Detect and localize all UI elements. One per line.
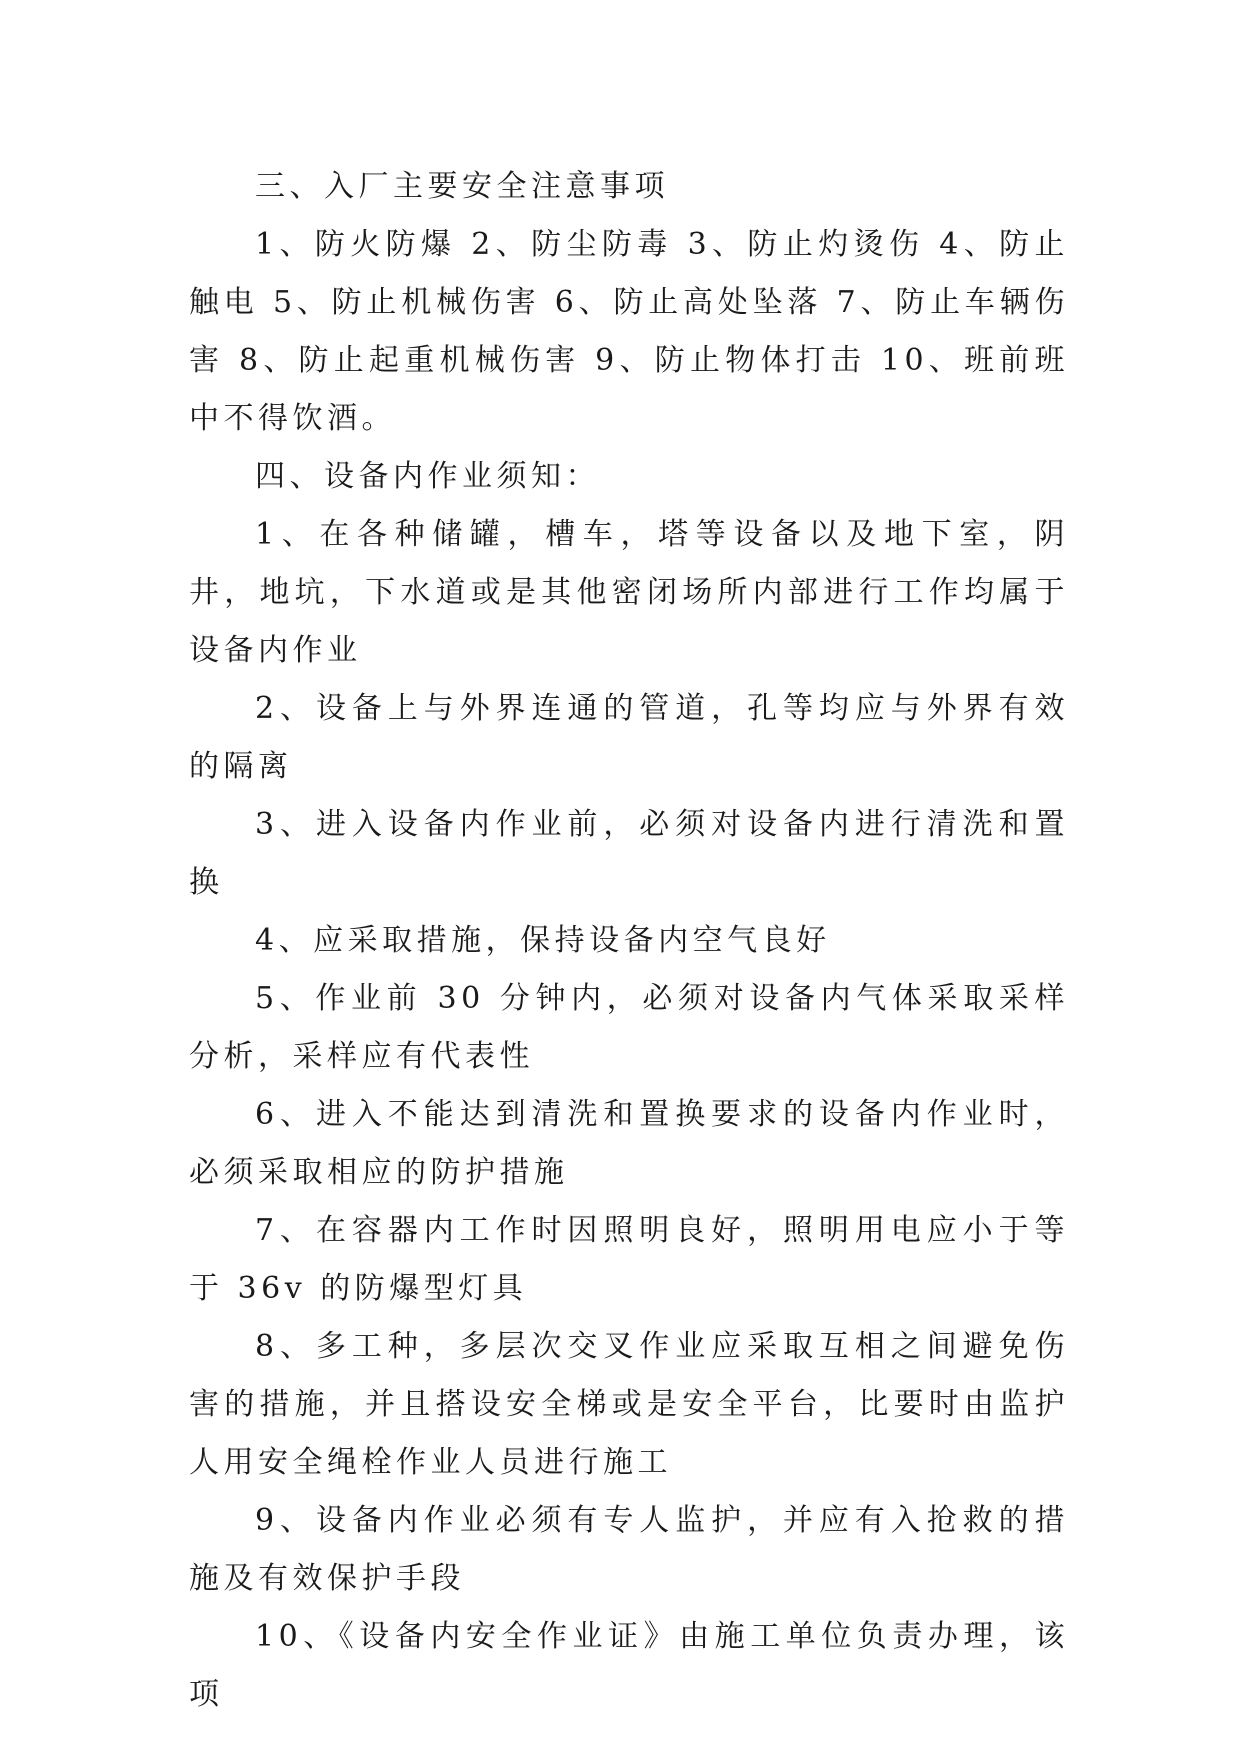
equipment-rule-6: 6、进入不能达到清洗和置换要求的设备内作业时，必须采取相应的防护措施 bbox=[189, 1097, 1069, 1190]
equipment-rule-10: 10、《设备内安全作业证》由施工单位负责办理，该项 bbox=[189, 1619, 1069, 1712]
equipment-rule-7: 7、在容器内工作时因照明良好，照明用电应小于等于 36v 的防爆型灯具 bbox=[189, 1213, 1069, 1306]
section-heading-equipment-work: 四、设备内作业须知： bbox=[255, 459, 600, 494]
safety-notes-list: 1、防火防爆 2、防尘防毒 3、防止灼烫伤 4、防止触电 5、防止机械伤害 6、防止高处坠落 7、防止车辆伤害 8、防止起重机械伤害 9、防止物体打击 10、班前班中不得饮酒。 bbox=[189, 227, 1069, 436]
equipment-rule-2: 2、设备上与外界连通的管道，孔等均应与外界有效的隔离 bbox=[189, 691, 1069, 784]
equipment-rule-9: 9、设备内作业必须有专人监护，并应有入抢救的措施及有效保护手段 bbox=[189, 1503, 1069, 1596]
section-heading-safety-notes: 三、入厂主要安全注意事项 bbox=[255, 169, 669, 204]
equipment-rule-5: 5、作业前 30 分钟内，必须对设备内气体采取采样分析，采样应有代表性 bbox=[189, 981, 1069, 1074]
document-page bbox=[189, 158, 1069, 1724]
equipment-rule-1: 1、在各种储罐，槽车，塔等设备以及地下室，阴井，地坑，下水道或是其他密闭场所内部进行工作均属于设备内作业 bbox=[189, 517, 1069, 668]
equipment-rule-4: 4、应采取措施，保持设备内空气良好 bbox=[255, 923, 831, 958]
equipment-rule-8: 8、多工种，多层次交叉作业应采取互相之间避免伤害的措施，并且搭设安全梯或是安全平台，比要时由监护人用安全绳栓作业人员进行施工 bbox=[189, 1329, 1069, 1480]
equipment-rule-3: 3、进入设备内作业前，必须对设备内进行清洗和置换 bbox=[189, 807, 1069, 900]
